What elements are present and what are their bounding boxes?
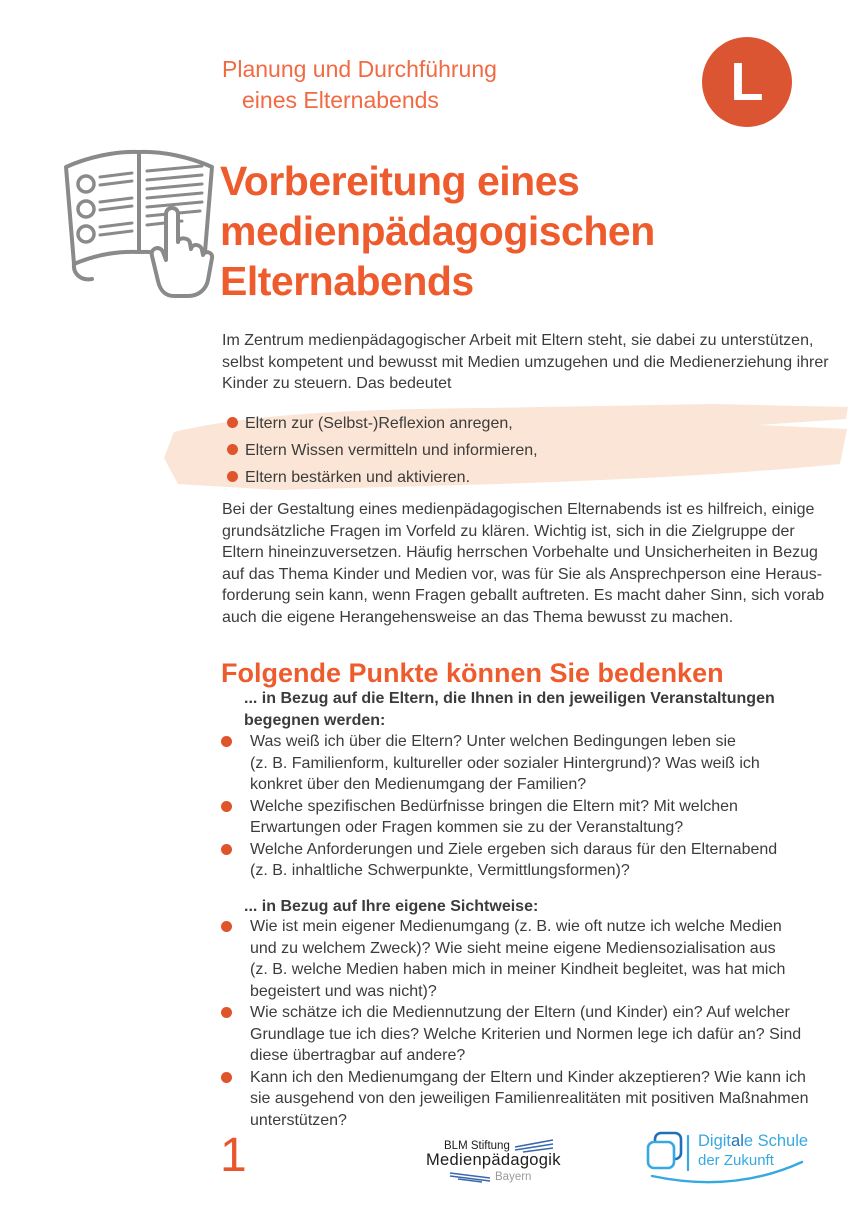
list-item xyxy=(221,731,841,796)
subsection-label-own-view: ... in Bezug auf Ihre eigene Sichtweise: xyxy=(244,898,539,915)
eyebrow-line-1: Planung und Durchführung xyxy=(222,56,497,82)
subsection-label-parents: ... in Bezug auf die Eltern, die Ihnen in den jeweiligen Veranstaltungen begegnen werden: xyxy=(244,690,775,729)
blm-logo-line2: Medienpädagogik xyxy=(426,1151,561,1169)
list-item-text: Kann ich den Medienumgang der Eltern und Kinder akzeptieren? Wie kann ich sie ausgehend von den jeweiligen Familienrealitäten mit positiven Maßnahmen unterstützen? xyxy=(250,1068,809,1129)
bullet-dot-icon xyxy=(227,471,238,482)
booklet-hand-icon xyxy=(50,140,228,298)
list-item-text: Eltern bestärken und aktivieren. xyxy=(245,469,471,486)
list-item xyxy=(221,839,841,882)
list-item xyxy=(227,464,538,491)
list-item-text: Welche spezifischen Bedürfnisse bringen die Eltern mit? Mit welchen Erwartungen oder Fragen kommen sie zu der Veranstaltung? xyxy=(250,797,738,836)
dsz-logo-line2: der Zukunft xyxy=(698,1152,774,1169)
list-item xyxy=(227,410,538,437)
bullet-dot-icon xyxy=(227,417,238,428)
dsz-text-part2: al xyxy=(731,1132,744,1150)
letter-l-badge xyxy=(702,37,792,127)
title-line-1: Vorbereitung eines xyxy=(220,158,580,204)
section-heading: Folgende Punkte können Sie bedenken xyxy=(221,658,724,688)
bullet-dot-icon xyxy=(221,1007,232,1018)
digitale-schule-logo xyxy=(644,1126,816,1190)
dsz-text-part1: Digit xyxy=(698,1132,732,1150)
bullet-list-parents xyxy=(221,731,841,882)
highlight-list xyxy=(227,410,538,491)
title-line-3: Elternabends xyxy=(220,258,474,304)
list-item-text: Wie ist mein eigener Medienumgang (z. B. wie oft nutze ich welche Medien und zu welchem Zweck)? Wie sieht meine eigene Mediensozialisation aus (z. B. welche Medien haben mich in meiner Kindheit begleitet, was hat mich begeistert und was nicht)? xyxy=(250,918,786,1000)
dsz-logo-line1 xyxy=(698,1132,808,1151)
blm-logo-row3 xyxy=(448,1171,531,1183)
blm-logo-line3: Bayern xyxy=(495,1171,532,1183)
bullet-dot-icon xyxy=(221,921,232,932)
list-item xyxy=(221,1067,841,1132)
list-item-text: Welche Anforderungen und Ziele ergeben sich daraus für den Elternabend (z. B. inhaltliche Schwerpunkte, Vermittlungsformen)? xyxy=(250,840,778,879)
blm-swoosh-icon xyxy=(448,1171,492,1183)
bullet-dot-icon xyxy=(221,844,232,855)
list-item xyxy=(221,916,841,1002)
title-line-2: medienpädagogischen xyxy=(220,208,655,254)
dsz-text-part3: e Schule xyxy=(743,1132,809,1150)
bullet-list-own-view xyxy=(221,916,841,1131)
bullet-dot-icon xyxy=(221,1072,232,1083)
bullet-dot-icon xyxy=(227,444,238,455)
blm-stiftung-logo xyxy=(426,1138,586,1190)
body-paragraph: Bei der Gestaltung eines medienpädagogischen Elternabends ist es hilfreich, einige grundsätzliche Fragen im Vorfeld zu klären. Wichtig ist, sich in die Zielgruppe der Eltern hineinzuversetzen. Häufig herrschen Vorbehalte und Unsicherheiten in Bezug auf das Thema Kinder und Medien vor, was für Sie als Ansprechperson eine Heraus- forderung sein kann, wenn Fragen geballt auftreten. Es macht daher Sinn, sich vorab auch die eigene Herangehensweise an das Thema bewusst zu machen. xyxy=(222,501,825,626)
intro-paragraph: Im Zentrum medienpädagogischer Arbeit mit Eltern steht, sie dabei zu unterstützen, selbst kompetent und bewusst mit Medien umzugehen und die Medienerziehung ihrer Kinder zu steuern. Das bedeutet xyxy=(222,332,829,392)
list-item-text: Was weiß ich über die Eltern? Unter welchen Bedingungen leben sie (z. B. Familienform, kultureller oder sozialer Hintergrund)? Was weiß ich konkret über den Medienumgang der Familien? xyxy=(250,733,760,793)
list-item xyxy=(221,796,841,839)
bullet-dot-icon xyxy=(221,801,232,812)
blm-logo-line1: BLM Stiftung xyxy=(444,1140,510,1152)
badge-letter: L xyxy=(730,52,764,112)
list-item xyxy=(227,437,538,464)
page-title xyxy=(220,156,655,306)
bullet-dot-icon xyxy=(221,736,232,747)
page-number: 1 xyxy=(220,1129,247,1182)
list-item-text: Eltern zur (Selbst-)Reflexion anregen, xyxy=(245,415,513,432)
list-item-text: Eltern Wissen vermitteln und informieren, xyxy=(245,442,538,459)
eyebrow-title xyxy=(222,54,497,116)
list-item xyxy=(221,1002,841,1067)
list-item-text: Wie schätze ich die Mediennutzung der Eltern (und Kinder) ein? Auf welcher Grundlage tue ich dies? Welche Kriterien und Normen lege ich dafür an? Sind diese übertragbar auf andere? xyxy=(250,1004,802,1064)
eyebrow-line-2: eines Elternabends xyxy=(242,87,439,113)
